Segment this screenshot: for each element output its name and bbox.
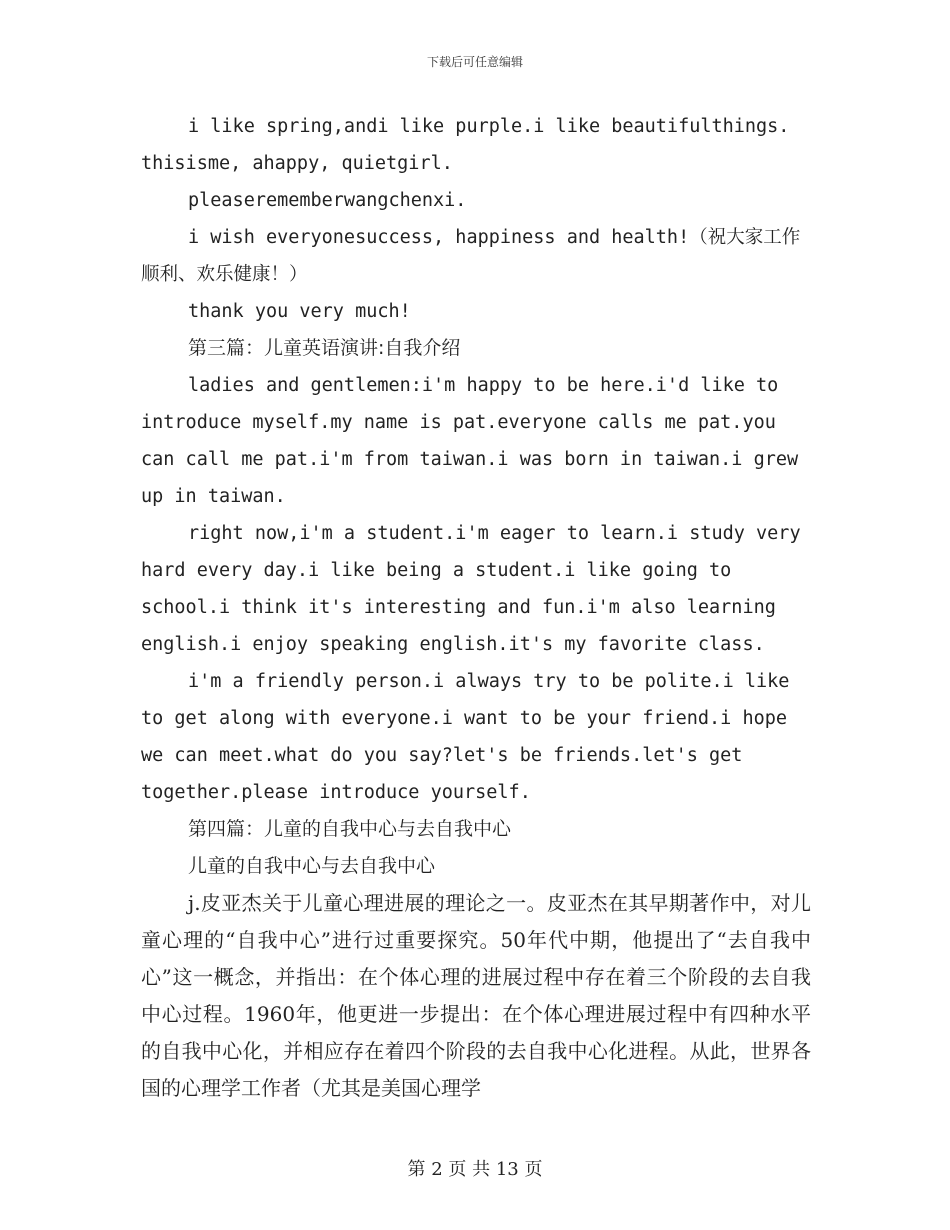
section-heading-3: 第三篇：儿童英语演讲:自我介绍 — [188, 337, 461, 359]
page-footer: 第 2 页 共 13 页 — [407, 1159, 543, 1180]
paragraph-remember: pleaserememberwangchenxi. — [188, 190, 467, 211]
page-header: 下载后可任意编辑 — [426, 55, 523, 69]
paragraph-intro: ladies and gentlemen:i'm happy to be here.i'd like to introduce myself.my name is pat.everyone calls me pat.you can call me pat.i'm from taiwan.i was born in taiwan.i grew up in taiwan. — [141, 375, 799, 507]
paragraph-wish: i wish everyonesuccess, happiness and health!（祝大家工作顺利、欢乐健康！） — [141, 227, 801, 285]
paragraph-thanks: thank you very much! — [188, 301, 411, 322]
paragraph-student: right now,i'm a student.i'm eager to learn.i study very hard every day.i like being a student.i like going to school.i think it's interesting and fun.i'm also learning english.i enjoy speaking english.it's my favorite class. — [141, 523, 801, 655]
paragraph-friendly: i'm a friendly person.i always try to be polite.i like to get along with everyone.i want to be your friend.i hope we can meet.what do you say?let's be friends.let's get together.please introduce yourself. — [141, 671, 790, 803]
paragraph-piaget: j.皮亚杰关于儿童心理进展的理论之一。皮亚杰在其早期著作中，对儿童心理的“自我中心”进行过重要探究。50年代中期，他提出了“去自我中心”这一概念，并指出：在个体心理的进展过程中存在着三个阶段的去自我中心过程。1960年，他更进一步提出：在个体心理进展过程中有四种水平的自我中心化，并相应存在着四个阶段的去自我中心化进程。从此，世界各国的心理学工作者（尤其是美国心理学 — [141, 891, 811, 1100]
document-body — [141, 108, 811, 1107]
subsection-title: 儿童的自我中心与去自我中心 — [188, 855, 436, 877]
paragraph-spring: i like spring,andi like purple.i like beautifulthings. thisisme, ahappy, quietgirl. — [141, 116, 790, 174]
section-heading-4: 第四篇：儿童的自我中心与去自我中心 — [188, 818, 512, 840]
